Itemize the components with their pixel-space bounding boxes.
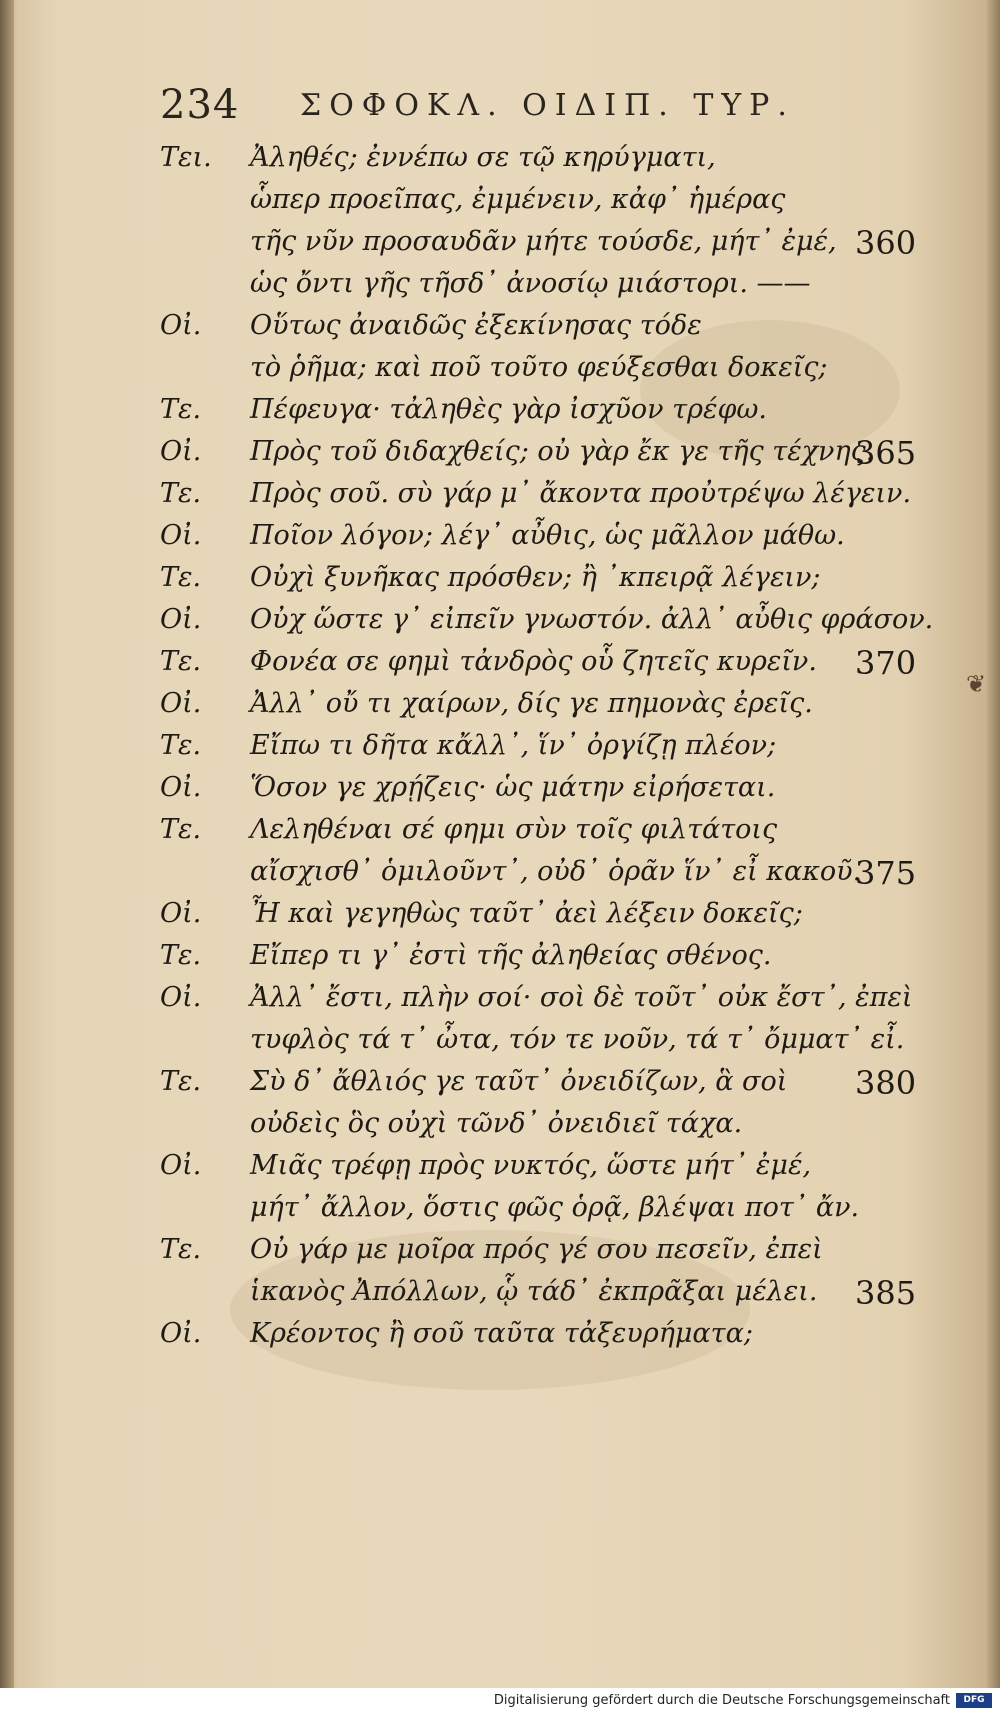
verse-line [160,476,940,518]
verse-text-line: Εἴπερ τι γ᾽ ἐστὶ τῆς ἀληθείας σθένος. [250,940,772,971]
verse-text-line: τὸ ῥῆμα; καὶ ποῦ τοῦτο φεύξεσθαι δοκεῖς; [250,352,828,383]
line-number: 375 [855,854,917,892]
line-number: 380 [855,1064,917,1102]
speaker-label: Οἰ. [160,1150,202,1181]
verse-line [160,1106,940,1148]
speaker-label: Τε. [160,646,202,677]
verse-text-line: ὧπερ προεῖπας, ἐμμένειν, κἀφ᾽ ἡμέρας [250,184,786,215]
verse-line [160,1148,940,1190]
verse-text-line: ἱκανὸς Ἀπόλλων, ᾧ τάδ᾽ ἐκπρᾶξαι μέλει. [250,1276,818,1307]
verse-text-line: Λεληθέναι σέ φημι σὺν τοῖς φιλτάτοις [250,814,778,845]
verse-line [160,560,940,602]
speaker-label: Οἰ. [160,898,202,929]
verse-line [160,686,940,728]
speaker-label: Οἰ. [160,436,202,467]
verse-line [160,392,940,434]
speaker-label: Οἰ. [160,1318,202,1349]
verse-line [160,980,940,1022]
verse-text-line: Μιᾶς τρέφῃ πρὸς νυκτός, ὥστε μήτ᾽ ἐμέ, [250,1150,812,1181]
verse-text-line: Ἀλλ᾽ οὔ τι χαίρων, δίς γε πημονὰς ἐρεῖς. [250,688,813,719]
verse-text-line: Εἴπω τι δῆτα κἄλλ᾽, ἵν᾽ ὀργίζῃ πλέον; [250,730,777,761]
digitization-footer [0,1688,1000,1713]
verse-text [160,140,940,1358]
speaker-label: Τε. [160,730,202,761]
verse-text-line: Ὅσον γε χρῄζεις· ὡς μάτην εἰρήσεται. [250,772,776,803]
verse-text-line: μήτ᾽ ἄλλον, ὅστις φῶς ὁρᾷ, βλέψαι ποτ᾽ ἄν. [250,1192,860,1223]
verse-line [160,728,940,770]
verse-line [160,434,940,476]
verse-line [160,854,940,896]
verse-line [160,308,940,350]
line-number: 385 [855,1274,917,1312]
verse-text-line: Οὐ γάρ με μοῖρα πρός γέ σου πεσεῖν, ἐπεὶ [250,1234,823,1265]
verse-line [160,1064,940,1106]
speaker-label: Οἰ. [160,520,202,551]
verse-text-line: ὡς ὄντι γῆς τῆσδ᾽ ἀνοσίῳ μιάστορι. —— [250,268,811,299]
verse-text-line: Πρὸς τοῦ διδαχθείς; οὐ γὰρ ἔκ γε τῆς τέχνης. [250,436,875,467]
ink-mark: ❦ [966,670,987,698]
dfg-logo: DFG [956,1693,992,1708]
verse-text-line: Οὐχὶ ξυνῆκας πρόσθεν; ἢ ᾽κπειρᾷ λέγειν; [250,562,821,593]
line-number: 365 [855,434,917,472]
footer-credit: Digitalisierung gefördert durch die Deutsche Forschungsgemeinschaft [493,1693,950,1708]
verse-text-line: Σὺ δ᾽ ἄθλιός γε ταῦτ᾽ ὀνειδίζων, ἃ σοὶ [250,1066,788,1097]
speaker-label: Οἰ. [160,772,202,803]
verse-text-line: Ἀλλ᾽ ἔστι, πλὴν σοί· σοὶ δὲ τοῦτ᾽ οὐκ ἔστ᾽, ἐπεὶ [250,982,913,1013]
verse-line [160,644,940,686]
verse-line [160,182,940,224]
speaker-label: Οἰ. [160,688,202,719]
verse-line [160,1274,940,1316]
verse-text-line: Οὐχ ὥστε γ᾽ εἰπεῖν γνωστόν. ἀλλ᾽ αὖθις φράσον. [250,604,934,635]
speaker-label: Τε. [160,394,202,425]
verse-line [160,1022,940,1064]
verse-line [160,602,940,644]
speaker-label: Οἰ. [160,310,202,341]
speaker-label: Οἰ. [160,604,202,635]
verse-line [160,770,940,812]
verse-text-line: Ἀληθές; ἐννέπω σε τῷ κηρύγματι, [250,142,716,173]
verse-line [160,518,940,560]
verse-line [160,1316,940,1358]
speaker-label: Τε. [160,1066,202,1097]
verse-line [160,938,940,980]
verse-line [160,350,940,392]
line-number: 370 [855,644,917,682]
verse-text-line: Φονέα σε φημὶ τἀνδρὸς οὗ ζητεῖς κυρεῖν. [250,646,817,677]
page-number: 234 [160,82,240,128]
verse-text-line: Πέφευγα· τἀληθὲς γὰρ ἰσχῦον τρέφω. [250,394,767,425]
speaker-label: Οἰ. [160,982,202,1013]
verse-line [160,140,940,182]
verse-line [160,1190,940,1232]
verse-text-line: τυφλὸς τά τ᾽ ὦτα, τόν τε νοῦν, τά τ᾽ ὄμματ᾽ εἶ. [250,1024,905,1055]
verse-text-line: αἴσχισθ᾽ ὁμιλοῦντ᾽, οὐδ᾽ ὁρᾶν ἵν᾽ εἶ κακοῦ. [250,856,862,887]
verse-text-line: τῆς νῦν προσαυδᾶν μήτε τούσδε, μήτ᾽ ἐμέ, [250,226,837,257]
verse-text-line: Κρέοντος ἢ σοῦ ταῦτα τἀξευρήματα; [250,1318,753,1349]
speaker-label: Τε. [160,562,202,593]
speaker-label: Τε. [160,940,202,971]
speaker-label: Τε. [160,478,202,509]
verse-line [160,812,940,854]
verse-text-line: Ἦ καὶ γεγηθὼς ταῦτ᾽ ἀεὶ λέξειν δοκεῖς; [250,898,803,929]
verse-text-line: Ποῖον λόγον; λέγ᾽ αὖθις, ὡς μᾶλλον μάθω. [250,520,845,551]
verse-text-line: Οὕτως ἀναιδῶς ἐξεκίνησας τόδε [250,310,702,341]
verse-line [160,896,940,938]
verse-line [160,1232,940,1274]
speaker-label: Τε. [160,1234,202,1265]
line-number: 360 [855,224,917,262]
verse-text-line: οὐδεὶς ὃς οὐχὶ τῶνδ᾽ ὀνειδιεῖ τάχα. [250,1108,743,1139]
verse-line [160,224,940,266]
page-header [160,82,860,132]
verse-text-line: Πρὸς σοῦ. σὺ γάρ μ᾽ ἄκοντα προὐτρέψω λέγειν. [250,478,912,509]
running-head: ΣΟΦΟΚΛ. ΟΙΔΙΠ. ΤΥΡ. [300,88,795,123]
verse-line [160,266,940,308]
speaker-label: Τε. [160,814,202,845]
speaker-label: Τει. [160,142,212,173]
